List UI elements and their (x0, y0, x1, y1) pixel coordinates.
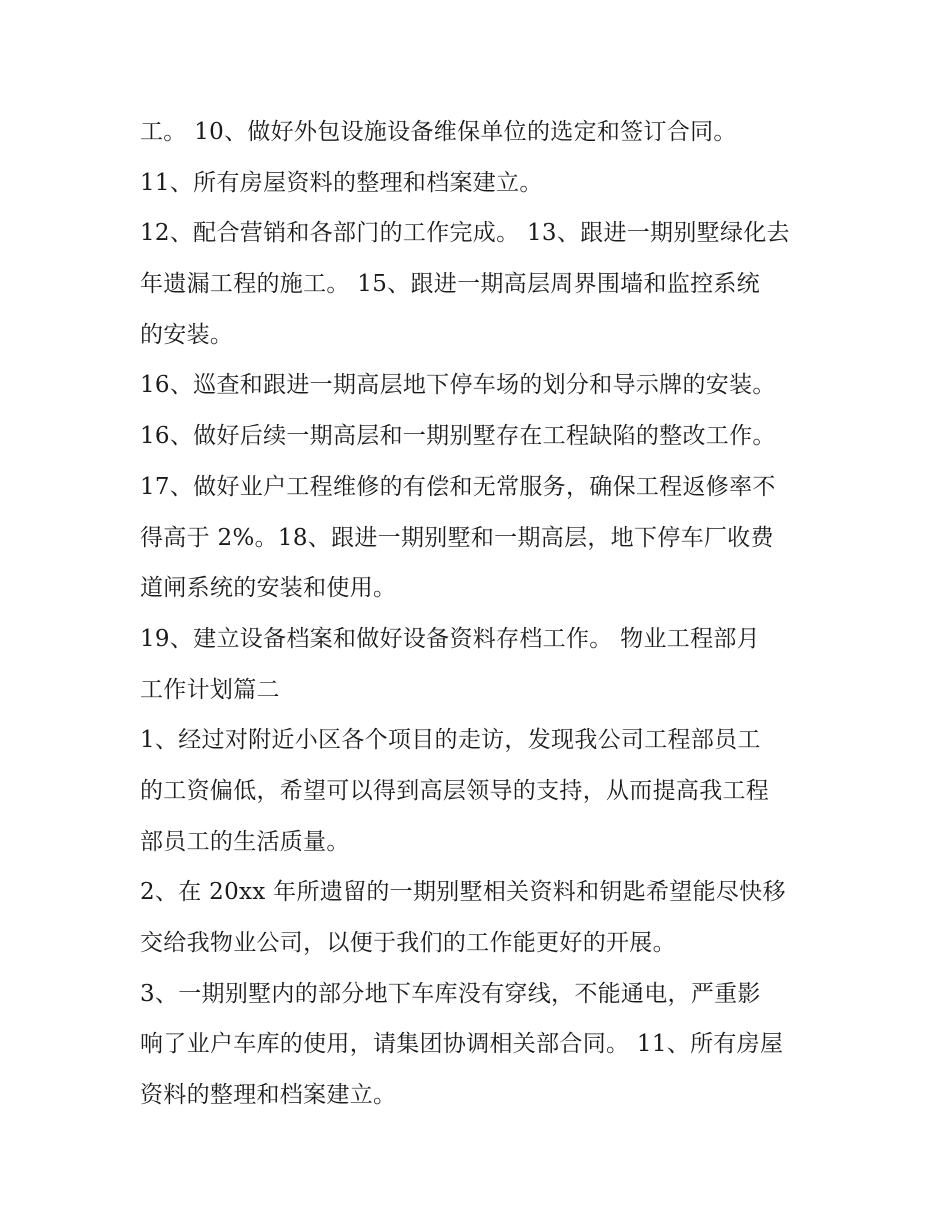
text-line: 的安装。 (140, 321, 234, 348)
document-body (140, 107, 820, 1121)
text-line: 工。 10、做好外包设施设备维保单位的选定和签订合同。 (140, 119, 737, 145)
text-line: 19、建立设备档案和做好设备资料存档工作。 物业工程部月 (140, 625, 760, 652)
text-line: 年遗漏工程的施工。 15、跟进一期高层周界围墙和监控系统 (140, 271, 760, 298)
text-line: 1、经过对附近小区各个项目的走访，发现我公司工程部员工 (140, 727, 761, 754)
section-heading-line: 工作计划篇二 (140, 676, 280, 703)
text-line: 的工资偏低，希望可以得到高层领导的支持，从而提高我工程 (140, 777, 770, 804)
text-line: 部员工的生活质量。 (140, 828, 350, 855)
text-line: 资料的整理和档案建立。 (140, 1082, 397, 1109)
text-line: 12、配合营销和各部门的工作完成。 13、跟进一期别墅绿化去 (140, 220, 790, 247)
text-line: 11、所有房屋资料的整理和档案建立。 (140, 169, 543, 196)
text-line: 道闸系统的安装和使用。 (140, 575, 397, 602)
text-line: 交给我物业公司，以便于我们的工作能更好的开展。 (140, 930, 676, 956)
text-line: 16、做好后续一期高层和一期别墅存在工程缺陷的整改工作。 (140, 423, 776, 450)
text-line: 响了业户车库的使用，请集团协调相关部合同。 11、所有房屋 (140, 1031, 784, 1058)
text-line: 17、做好业户工程维修的有偿和无常服务，确保工程返修率不 (140, 473, 776, 500)
text-line: 3、一期别墅内的部分地下车库没有穿线，不能通电，严重影 (140, 980, 761, 1007)
text-line: 得高于 2%。18、跟进一期别墅和一期高层，地下停车厂收费 (140, 524, 774, 551)
text-line: 16、巡查和跟进一期高层地下停车场的划分和导示牌的安装。 (140, 372, 776, 399)
text-line: 2、在 20xx 年所遗留的一期别墅相关资料和钥匙希望能尽快移 (140, 879, 786, 906)
